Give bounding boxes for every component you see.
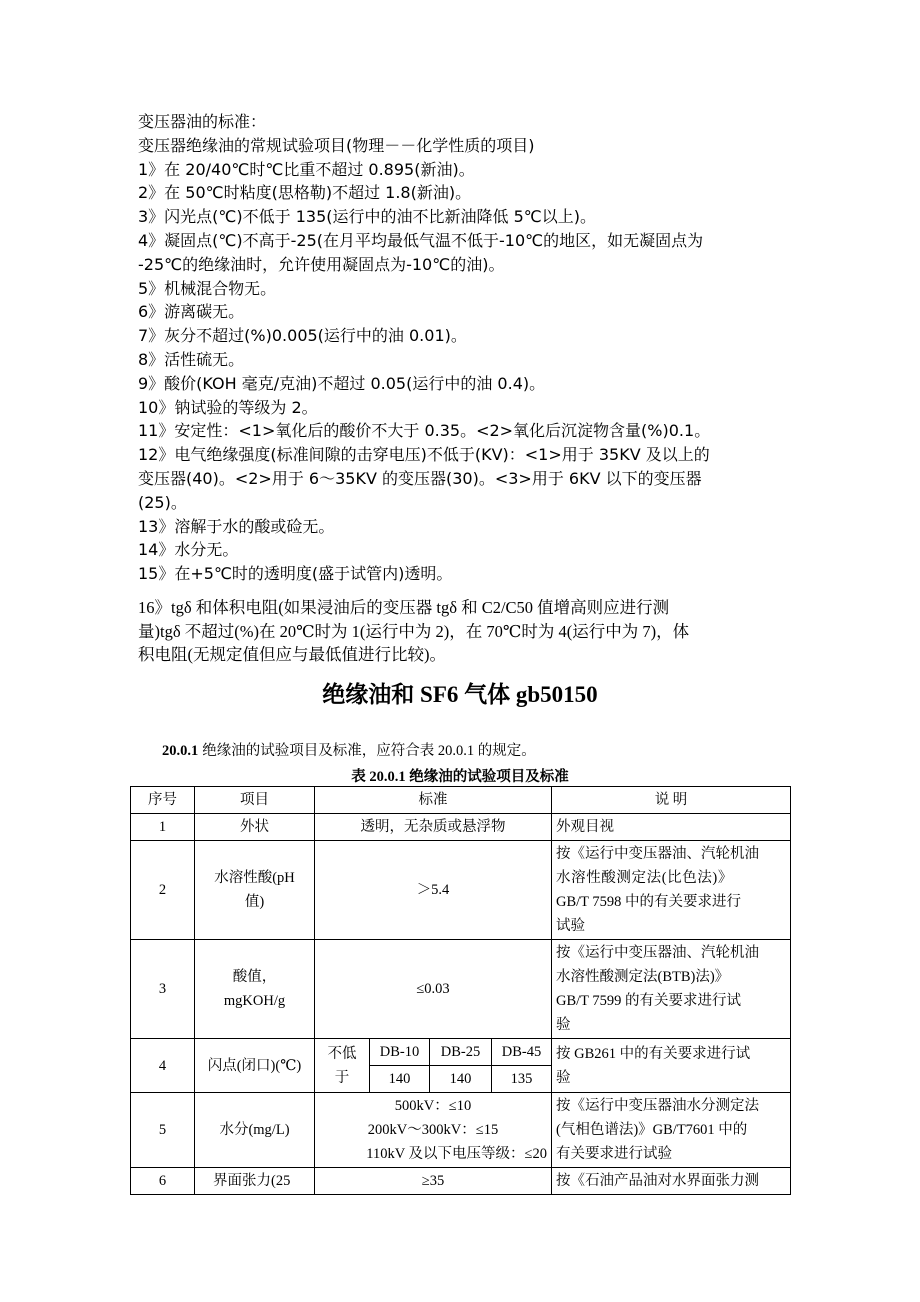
header-no: 序号 bbox=[131, 787, 195, 814]
cell-note bbox=[552, 1093, 791, 1168]
cell-no: 1 bbox=[131, 814, 195, 841]
cell-text: 水溶性酸测定法(BTB)法)》 bbox=[556, 969, 730, 985]
item-16-block bbox=[138, 596, 798, 667]
cell-label bbox=[315, 1039, 370, 1093]
table-row bbox=[131, 1039, 791, 1066]
cell-text: 按 GB261 中的有关要求进行试 bbox=[556, 1045, 751, 1062]
cell-value: 135 bbox=[492, 1066, 552, 1093]
cell-note: 外观目视 bbox=[552, 814, 791, 841]
cell-text: 110kV 及以下电压等级：≤20 bbox=[366, 1146, 547, 1162]
list-item: 积电阻(无规定值但应与最低值进行比较)。 bbox=[138, 645, 446, 664]
list-item: 6》游离碳无。 bbox=[138, 302, 245, 322]
cell-standard: ≥35 bbox=[315, 1168, 552, 1195]
clause-text: 绝缘油的试验项目及标准，应符合表 20.0.1 的规定。 bbox=[202, 743, 536, 759]
list-item: 12》电气绝缘强度(标准间隙的击穿电压)不低于(KV)：<1>用于 35KV 及以上的 bbox=[138, 445, 710, 465]
table-row bbox=[131, 841, 791, 940]
list-item: 8》活性硫无。 bbox=[138, 349, 245, 369]
cell-note bbox=[552, 940, 791, 1039]
cell-text: 酸值， bbox=[232, 969, 277, 985]
cell-value: 140 bbox=[430, 1066, 492, 1093]
cell-no: 6 bbox=[131, 1168, 195, 1195]
list-item: 5》机械混合物无。 bbox=[138, 278, 277, 298]
table-caption: 表 20.0.1 绝缘油的试验项目及标准 bbox=[351, 769, 569, 785]
list-item: 4》凝固点(℃)不高于-25(在月平均最低气温不低于-10℃的地区，如无凝固点为 bbox=[138, 230, 704, 250]
table-row bbox=[131, 1168, 791, 1195]
section-heading: 绝缘油和 SF6 气体 gb50150 bbox=[322, 682, 598, 707]
cell-text: 试验 bbox=[556, 918, 585, 934]
cell-no: 5 bbox=[131, 1093, 195, 1168]
cell-text: GB/T 7599 的有关要求进行试 bbox=[556, 993, 742, 1009]
cell-text: 于 bbox=[334, 1069, 350, 1086]
list-item: (25)。 bbox=[138, 492, 187, 512]
cell-item: 水分(mg/L) bbox=[195, 1093, 315, 1168]
cell-grade: DB-10 bbox=[370, 1039, 430, 1066]
clause-paragraph bbox=[162, 739, 536, 760]
list-item: 15》在+5℃时的透明度(盛于试管内)透明。 bbox=[138, 564, 453, 584]
list-item: 16》tgδ 和体积电阻(如果浸油后的变压器 tgδ 和 C2/C50 值增高则应进行测 bbox=[138, 598, 670, 617]
cell-text: 按《运行中变压器油、汽轮机油 bbox=[556, 846, 759, 862]
list-item: 14》水分无。 bbox=[138, 540, 239, 560]
cell-no: 2 bbox=[131, 841, 195, 940]
cell-item: 闪点(闭口)(℃) bbox=[195, 1039, 315, 1093]
table-row bbox=[131, 1093, 791, 1168]
table-row bbox=[131, 814, 791, 841]
cell-text: 200kV～300kV：≤15 bbox=[367, 1122, 499, 1138]
header-note: 说 明 bbox=[552, 787, 791, 814]
cell-text: 按《运行中变压器油水分测定法 bbox=[556, 1098, 759, 1114]
list-item: 7》灰分不超过(%)0.005(运行中的油 0.01)。 bbox=[138, 326, 467, 346]
table-header-row bbox=[131, 787, 791, 814]
list-item: 1》在 20/40℃时℃比重不超过 0.895(新油)。 bbox=[138, 159, 475, 179]
cell-text: 验 bbox=[556, 1069, 571, 1086]
list-item: 13》溶解于水的酸或硷无。 bbox=[138, 516, 335, 536]
cell-text: 水溶性酸(pH bbox=[214, 870, 295, 886]
cell-note bbox=[552, 841, 791, 940]
list-item: 2》在 50℃时粘度(思格勒)不超过 1.8(新油)。 bbox=[138, 183, 472, 203]
cell-grade: DB-45 bbox=[492, 1039, 552, 1066]
cell-note bbox=[552, 1039, 791, 1093]
list-item: -25℃的绝缘油时，允许使用凝固点为-10℃的油)。 bbox=[138, 254, 505, 274]
intro-subtitle: 变压器绝缘油的常规试验项目(物理－－化学性质的项目) bbox=[138, 135, 535, 155]
cell-no: 4 bbox=[131, 1039, 195, 1093]
cell-text: GB/T 7598 中的有关要求进行 bbox=[556, 894, 742, 910]
cell-standard bbox=[315, 1093, 552, 1168]
cell-item: 界面张力(25 bbox=[195, 1168, 315, 1195]
intro-title: 变压器油的标准： bbox=[138, 112, 267, 131]
list-item: 变压器(40)。<2>用于 6～35KV 的变压器(30)。<3>用于 6KV 以下的变压器 bbox=[138, 468, 702, 488]
cell-item: 外状 bbox=[195, 814, 315, 841]
cell-text: 验 bbox=[556, 1017, 571, 1033]
list-item: 11》安定性：<1>氧化后的酸价不大于 0.35。<2>氧化后沉淀物含量(%)0.1。 bbox=[138, 421, 711, 441]
cell-text: 水溶性酸测定法(比色法)》 bbox=[556, 870, 733, 886]
header-standard: 标准 bbox=[315, 787, 552, 814]
table-row bbox=[131, 940, 791, 1039]
cell-text: (气相色谱法)》GB/T7601 中的 bbox=[556, 1122, 748, 1138]
list-item: 9》酸价(KOH 毫克/克油)不超过 0.05(运行中的油 0.4)。 bbox=[138, 373, 546, 393]
cell-value: 140 bbox=[370, 1066, 430, 1093]
header-item: 项目 bbox=[195, 787, 315, 814]
cell-text: 不低 bbox=[327, 1045, 357, 1062]
clause-number: 20.0.1 bbox=[162, 743, 199, 759]
intro-block bbox=[138, 110, 798, 586]
cell-standard: ＞5.4 bbox=[315, 841, 552, 940]
cell-text: 值) bbox=[244, 894, 265, 910]
cell-no: 3 bbox=[131, 940, 195, 1039]
standards-table bbox=[130, 786, 791, 1195]
cell-standard: ≤0.03 bbox=[315, 940, 552, 1039]
cell-item bbox=[195, 841, 315, 940]
list-item: 量)tgδ 不超过(%)在 20℃时为 1(运行中为 2)，在 70℃时为 4(运行中为 7)，体 bbox=[138, 621, 690, 641]
cell-text: 500kV：≤10 bbox=[394, 1098, 472, 1114]
cell-text: mgKOH/g bbox=[223, 993, 286, 1009]
cell-text: 有关要求进行试验 bbox=[556, 1146, 672, 1162]
cell-item bbox=[195, 940, 315, 1039]
cell-text: 按《运行中变压器油、汽轮机油 bbox=[556, 945, 759, 961]
cell-grade: DB-25 bbox=[430, 1039, 492, 1066]
list-item: 3》闪光点(℃)不低于 135(运行中的油不比新油降低 5℃以上)。 bbox=[138, 207, 596, 227]
list-item: 10》钠试验的等级为 2。 bbox=[138, 397, 318, 417]
cell-note: 按《石油产品油对水界面张力测 bbox=[552, 1168, 791, 1195]
cell-standard: 透明，无杂质或悬浮物 bbox=[315, 814, 552, 841]
